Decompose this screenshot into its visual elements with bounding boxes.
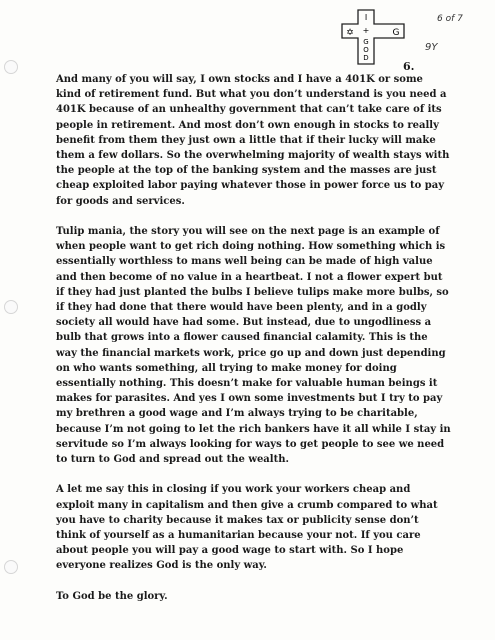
text-line: makes for parasites. And yes I own some investments but I try to pay: [56, 393, 443, 405]
text-line: kind of retirement fund. But what you don’t understand is you need a: [56, 89, 447, 101]
page-number: 6.: [403, 60, 415, 73]
text-line: servitude so I’m always looking for ways to get people to see we need: [56, 438, 445, 450]
text-line: everyone realizes God is the only way.: [56, 560, 267, 572]
text-line: because I’m not going to let the rich bankers have it all while I stay in: [56, 423, 451, 435]
cross-drawing: [338, 8, 414, 66]
punch-hole: [4, 560, 18, 574]
text-line: 401K because of an unhealthy government that can’t take care of its: [56, 104, 442, 116]
text-line: the people at the top of the banking system and the masses are just: [56, 165, 437, 177]
text-line: essentially nothing. This doesn’t make for valuable human beings it: [56, 378, 438, 390]
text-line: To God be the glory.: [56, 590, 168, 602]
text-line: you have to charity because it makes tax or publicity sense don’t: [56, 514, 419, 526]
text-line: benefit from them they just own a little that if their lucky will make: [56, 134, 436, 146]
punch-hole: [4, 300, 18, 314]
cross-letter-d: D: [363, 54, 369, 62]
page-of-annotation: 6 of 7: [437, 14, 463, 24]
cross-letter-o: O: [363, 46, 369, 54]
punch-hole: [4, 60, 18, 74]
text-line: if they had just planted the bulbs I believe tulips make more bulbs, so: [56, 286, 449, 298]
cross-letter-right: G: [392, 28, 400, 38]
text-line: cheap exploited labor paying whatever those in power force us to pay: [56, 180, 445, 192]
text-line: way the financial markets work, price go up and down just depending: [56, 347, 446, 359]
text-line: exploit many in capitalism and then give a crumb compared to what: [56, 499, 438, 511]
paragraph: [56, 224, 476, 467]
text-line: bulb that grows into a flower caused financial calamity. This is the: [56, 332, 428, 344]
star-of-david-icon: ✡: [346, 28, 354, 38]
text-line: And many of you will say, I own stocks and I have a 401K or some: [56, 74, 423, 85]
paragraph: [56, 589, 476, 604]
cross-letter-top: I: [364, 13, 368, 22]
handwritten-number: 9Y: [425, 42, 438, 53]
text-line: on who wants something, all trying to make money for doing: [56, 362, 397, 374]
text-line: them a few dollars. So the overwhelming majority of wealth stays with: [56, 150, 450, 162]
text-line: if they had done that there would have been plenty, and in a godly: [56, 302, 427, 314]
text-line: people in retirement. And most don’t own enough in stocks to really: [56, 119, 439, 131]
text-line: Tulip mania, the story you will see on the next page is an example of: [56, 226, 440, 238]
text-line: and then become of no value in a heartbeat. I not a flower expert but: [56, 271, 443, 283]
text-line: to turn to God and spread out the wealth.: [56, 454, 289, 466]
text-line: essentially worthless to mans well being can be made of high value: [56, 256, 433, 268]
text-line: when people want to get rich doing nothing. How something which is: [56, 241, 446, 253]
letter-body: [56, 72, 476, 619]
cross-letter-plus: +: [362, 26, 370, 35]
text-line: think of yourself as a humanitarian because your not. If you care: [56, 530, 421, 542]
text-line: for goods and services.: [56, 195, 185, 207]
text-line: about people you will pay a good wage to start with. So I hope: [56, 545, 404, 557]
text-line: A let me say this in closing if you work your workers cheap and: [56, 484, 411, 496]
paragraph: [56, 482, 476, 573]
text-line: my brethren a good wage and I’m always trying to be charitable,: [56, 408, 418, 420]
text-line: society all would have had some. But instead, due to ungodliness a: [56, 317, 432, 329]
cross-letter-g: G: [363, 38, 369, 46]
paragraph: [56, 72, 476, 209]
